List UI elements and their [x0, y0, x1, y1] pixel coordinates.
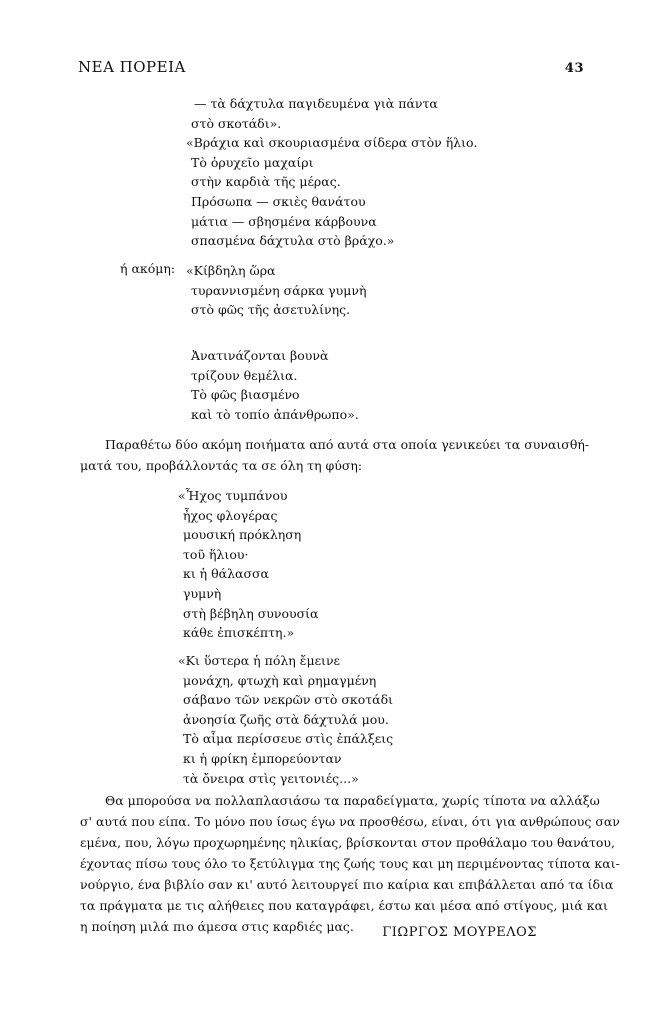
prose-line: νούργιο, ένα βιβλίο σαν κι' αυτό λειτουργεί πιο καίρια και επιβάλλεται από τα ίδια — [80, 877, 614, 892]
prose-line: τα πράγματα με τις αλήθειες που καταγράφει, έστω και μέσα από στίγους, μιά και — [80, 898, 608, 913]
verse-line: τοῦ ἥλιου· — [183, 546, 249, 562]
verse-line: «Κι ὕστερα ἡ πόλη ἔμεινε — [178, 653, 341, 668]
poem-excerpt-5 — [178, 651, 393, 788]
verse-line: Πρόσωπα — σκιὲς θανάτου — [191, 193, 366, 209]
paragraph-closing — [80, 790, 620, 937]
journal-title: ΝΕΑ ΠΟΡΕΙΑ — [78, 58, 186, 76]
poem-excerpt-4 — [178, 486, 318, 643]
verse-line: στὴν καρδιὰ τῆς μέρας. — [191, 174, 341, 190]
prose-line: Θα μπορούσα να πολλαπλασιάσω τα παραδείγματα, χωρίς τίποτα να αλλάξω — [105, 793, 600, 808]
verse-line: γυμνὴ — [183, 585, 222, 601]
verse-line: Τὸ φῶς βιασμένο — [191, 387, 300, 403]
prose-line: έχοντας πίσω τους όλο το ξετύλιγμα της ζωής τους και μη περιμένοντας τίποτα και- — [80, 856, 620, 871]
verse-line: μονάχη, φτωχὴ καὶ ρημαγμένη — [183, 672, 377, 688]
verse-line: μάτια — σβησμένα κάρβουνα — [191, 213, 377, 229]
verse-line: τὰ ὄνειρα στὶς γειτονιές...» — [183, 770, 359, 786]
prose-line: εμένα, που, λόγω προχωρημένης ηλικίας, βρίσκονται στον προθάλαμο του θανάτου, — [80, 835, 616, 850]
verse-line: τυραννισμένη σάρκα γυμνὴ — [191, 282, 367, 298]
author-signature: ΓΙΩΡΓΟΣ ΜΟΥΡΕΛΟΣ — [382, 925, 537, 940]
verse-line: Τὸ αἷμα περίσσευε στὶς ἐπάλξεις — [183, 731, 394, 747]
verse-line: μουσική πρόκληση — [183, 527, 302, 543]
verse-line: στὸ φῶς τῆς ἀσετυλίνης. — [191, 302, 351, 318]
page-number: 43 — [564, 61, 584, 76]
prose-line: ματά του, προβάλλοντάς τα σε όλη τη φύση: — [80, 458, 363, 473]
verse-line: στὴ βέβηλη συνουσία — [183, 605, 319, 621]
verse-line: καὶ τὸ τοπίο ἀπάνθρωπο». — [191, 406, 359, 422]
verse-line: στὸ σκοτάδι». — [191, 115, 282, 131]
verse-line: σάβανο τῶν νεκρῶν στὸ σκοτάδι — [183, 692, 394, 708]
page-header — [78, 58, 584, 76]
lead-in-text: ή ακόμη: — [120, 261, 176, 276]
verse-line: σπασμένα δάχτυλα στὸ βράχο.» — [191, 233, 395, 249]
poem-excerpt-3 — [191, 346, 359, 424]
verse-line: κι ἡ θάλασσα — [183, 566, 269, 582]
prose-line: σ' αυτά που είπα. Το μόνο που ίσως έγω να προσθέσω, είναι, ότι για ανθρώπους σαν — [80, 814, 620, 829]
verse-line: Τὸ ὀρυχεῖο μαχαίρι — [191, 154, 314, 170]
prose-line: η ποίηση μιλά πιο άμεσα στις καρδιές μας. — [80, 919, 354, 934]
verse-line: ἦχος φλογέρας — [183, 507, 278, 523]
poem-excerpt-1 — [186, 94, 478, 251]
verse-line: κάθε ἐπισκέπτη.» — [183, 625, 295, 641]
verse-line: «Κίβδηλη ὥρα — [186, 263, 276, 278]
verse-line: — τὰ δάχτυλα παγιδευμένα γιὰ πάντα — [194, 96, 438, 111]
prose-line: Παραθέτω δύο ακόμη ποιήματα από αυτά στα οποία γενικεύει τα συναισθή- — [105, 437, 590, 452]
verse-line: Ἀνατινάζονται βουνὰ — [191, 348, 329, 363]
verse-line: «Ἦχος τυμπάνου — [178, 488, 288, 503]
verse-line: κι ἡ φρίκη ἐμπορεύονταν — [183, 750, 342, 766]
verse-line: «Βράχια καὶ σκουριασμένα σίδερα στὸν ἥλιο. — [186, 135, 478, 151]
verse-line: ἀνοησία ζωῆς στὰ δάχτυλά μου. — [183, 711, 389, 727]
verse-line: τρίζουν θεμέλια. — [191, 367, 298, 383]
paragraph-intro — [80, 434, 590, 476]
poem-excerpt-2 — [186, 261, 366, 320]
